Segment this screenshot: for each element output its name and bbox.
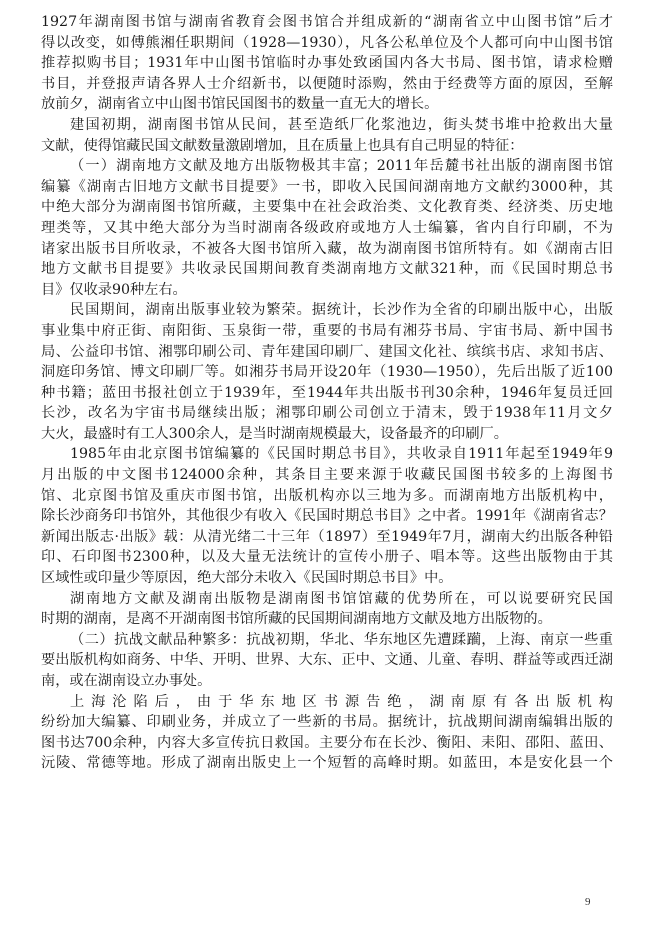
text-line: 目》仅收录90种左右。 [41,281,187,298]
text-line: 区域性或印量少等原因，绝大部分未收入《民国时期总书目》中。 [41,570,453,587]
paragraph [41,156,613,300]
paragraph [41,444,613,588]
text-line: 纷纷加大编纂、印刷业务，并成立了一些新的书局。据统计，抗战期间湖南编辑出版的 [41,714,613,731]
text-line: 湖南地方文献及湖南出版物是湖南图书馆馆藏的优势所在，可以说要研究民国 [70,590,613,607]
text-line: 时期的湖南，是离不开湖南图书馆所藏的民国期间湖南地方文献及地方出版物的。 [41,611,552,628]
paragraph [41,589,613,630]
text-line: 沅陵、常德等地。形成了湖南出版史上一个短暂的高峰时期。如蓝田，本是安化县一个 [41,755,613,772]
text-line: 编纂《湖南古旧地方文献书目提要》一书，即收入民国间湖南地方文献约3000种，其 [41,178,613,195]
page-number: 9 [585,896,591,908]
text-line: 事业集中府正街、南阳街、玉泉街一带，重要的书局有湘芬书局、宇宙书局、新中国书 [41,322,613,339]
paragraph [41,12,613,115]
text-line: 理类等，又其中绝大部分为当时湖南各级政府或地方人士编纂，省内自行印刷，不为 [41,219,613,236]
text-line: 上海沦陷后，由于华东地区书源告绝，湖南原有各出版机构 [70,693,613,710]
text-line: 除长沙商务印书馆外，其他很少有收入《民国时期总书目》之中者。1991年《湖南省志？ [41,508,613,525]
paragraph [41,300,613,444]
text-line: 馆、北京图书馆及重庆市图书馆，出版机构亦以三地为多。而湖南地方出版机构中， [41,487,613,504]
text-line: 推荐拟购书目；1931年中山图书馆临时办事处致函国内各大书局、图书馆，请求检赠 [41,55,613,72]
text-line: 局、公益印书馆、湘鄂印刷公司、青年建国印刷厂、建国文化社、缤缤书店、求知书店、 [41,343,613,360]
text-line: 1985年由北京图书馆编纂的《民国时期总书目》，共收录自1911年起至1949年9 [70,446,613,463]
text-line: 放前夕，湖南省立中山图书馆民国图书的数量一直无大的增长。 [41,96,439,113]
text-line: 民国期间，湖南出版事业较为繁荣。据统计，长沙作为全省的印刷出版中心，出版 [70,302,613,319]
text-line: 印、石印图书2300种，以及大量无法统计的宣传小册子、唱本等。这些出版物由于其 [41,549,613,566]
text-line: 地方文献书目提要》共收录民国期间教育类湖南地方文献321种，而《民国时期总书 [41,261,613,278]
text-line: 图书达700余种，内容大多宣传抗日救国。主要分布在长沙、衡阳、耒阳、邵阳、蓝田、 [41,734,613,751]
text-line: 建国初期，湖南图书馆从民间，甚至造纸厂化浆池边，街头焚书堆中抢救出大量 [70,116,613,133]
body-text [41,12,613,774]
text-line: 得以改变，如傅熊湘任职期间（1928—1930），凡各公私单位及个人都可向中山图书馆 [41,34,613,51]
paragraph [41,115,613,156]
text-line: 书目，并登报声请各界人士介绍新书，以便随时添购，然由于经费等方面的原因，至解 [41,75,613,92]
text-line: 1927年湖南图书馆与湖南省教育会图书馆合并组成新的“湖南省立中山图书馆”后才 [41,14,613,30]
text-line: 南，或在湖南设立办事处。 [41,673,212,689]
text-line: 种书籍；蓝田书报社创立于1939年，至1944年共出版书刊30余种，1946年复员迁回 [41,384,613,401]
text-line: 长沙，改名为宇宙书局继续出版；湘鄂印刷公司创立于清末，毁于1938年11月文夕 [41,405,613,422]
text-line: （一）湖南地方文献及地方出版物极其丰富；2011年岳麓书社出版的湖南图书馆 [70,158,613,175]
text-line: 诸家出版书目所收录，不被各大图书馆所入藏，故为湖南图书馆所特有。如《湖南古旧 [41,240,613,257]
text-line: 文献，使得馆藏民国文献数量激剧增加，且在质量上也具有自己明显的特征： [41,137,524,154]
paragraph [41,692,613,774]
text-line: 中绝大部分为湖南图书馆所藏，主要集中在社会政治类、文化教育类、经济类、历史地 [41,199,613,216]
text-line: 要出版机构如商务、中华、开明、世界、大东、正中、文通、儿童、春明、群益等或西迁湖 [41,652,613,669]
paragraph [41,630,613,692]
text-line: 新闻出版志·出版》载：从清光绪二十三年（1897）至1949年7月，湖南大约出版各种铅 [41,528,613,545]
text-line: 月出版的中文图书124000余种，其条目主要来源于收藏民国图书较多的上海图书 [41,467,613,484]
text-line: （二）抗战文献品种繁多：抗战初期，华北、华东地区先遭蹂躏，上海、南京一些重 [70,631,613,648]
text-line: 大火，最盛时有工人300余人，是当时湖南规模最大，设备最齐的印刷厂。 [41,425,508,442]
text-line: 洞庭印务馆、博文印刷厂等。如湘芬书局开设20年（1930—1950），先后出版了近100 [41,364,613,381]
